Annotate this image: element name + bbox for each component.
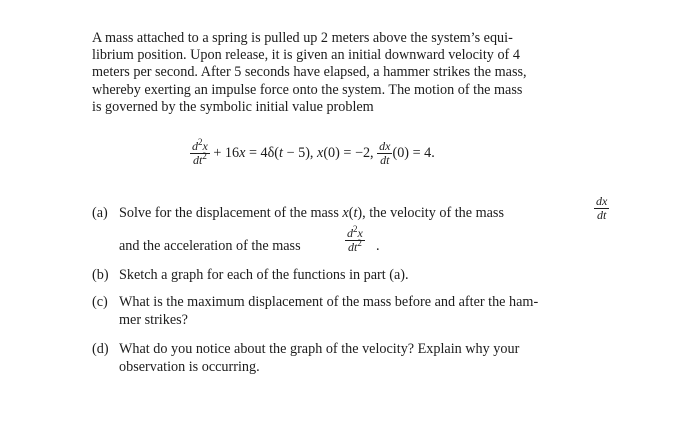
first-derivative-fraction: $\frac{dx}{dt}$ bbox=[379, 139, 391, 167]
acceleration-period: . bbox=[376, 238, 380, 254]
eq-ic2: (0) = 4. bbox=[392, 144, 435, 161]
eq-lhs-rest: + 16 bbox=[209, 144, 240, 161]
eq-rhs-tail: − 5), bbox=[283, 144, 318, 161]
part-c-line-1: What is the maximum displacement of the mass before and after the ham- bbox=[119, 294, 539, 310]
intro-line-2: librium position. Upon release, it is given an initial downward velocity of 4 bbox=[92, 47, 520, 64]
intro-line-1: A mass attached to a spring is pulled up 2 meters above the system’s equi- bbox=[92, 30, 513, 46]
part-b-text: Sketch a graph for each of the functions in part (a). bbox=[119, 267, 409, 283]
part-d-line-1: What do you notice about the graph of the velocity? Explain why your bbox=[119, 341, 520, 357]
part-b-label: (b) bbox=[92, 267, 109, 283]
intro-line-4: whereby exerting an impulse force onto the system. The motion of the mass bbox=[92, 81, 523, 98]
part-c-label: (c) bbox=[92, 294, 108, 310]
eq-rhs: = 4δ( bbox=[245, 144, 280, 161]
intro-line-3: meters per second. After 5 seconds have elapsed, a hammer strikes the mass, bbox=[92, 64, 527, 81]
problem-intro bbox=[92, 30, 617, 116]
intro-line-5: is governed by the symbolic initial value problem bbox=[92, 98, 374, 115]
initial-value-problem-equation: $\frac{d^2x}{dt^2}$ + 16x = 4δ(t − 5), x(0) = −2, $\frac{dx}{dt}$ (0) = 4. bbox=[192, 137, 435, 167]
second-derivative-fraction: $\frac{d^2x}{dt^2}$ bbox=[192, 137, 208, 167]
part-a-line-2: and the acceleration of the mass bbox=[119, 238, 301, 254]
part-d-line-2: observation is occurring. bbox=[119, 359, 260, 375]
acceleration-fraction: $\frac{d^2x}{dt^2}$ bbox=[347, 224, 363, 254]
part-d-label: (d) bbox=[92, 341, 109, 357]
part-a-label: (a) bbox=[92, 205, 108, 221]
eq-ic1: (0) = −2, bbox=[323, 144, 378, 161]
part-c-line-2: mer strikes? bbox=[119, 312, 188, 328]
velocity-fraction: $\frac{dx}{dt}$ bbox=[596, 194, 608, 222]
part-a-line-1: Solve for the displacement of the mass x(t), the velocity of the mass bbox=[119, 205, 504, 221]
